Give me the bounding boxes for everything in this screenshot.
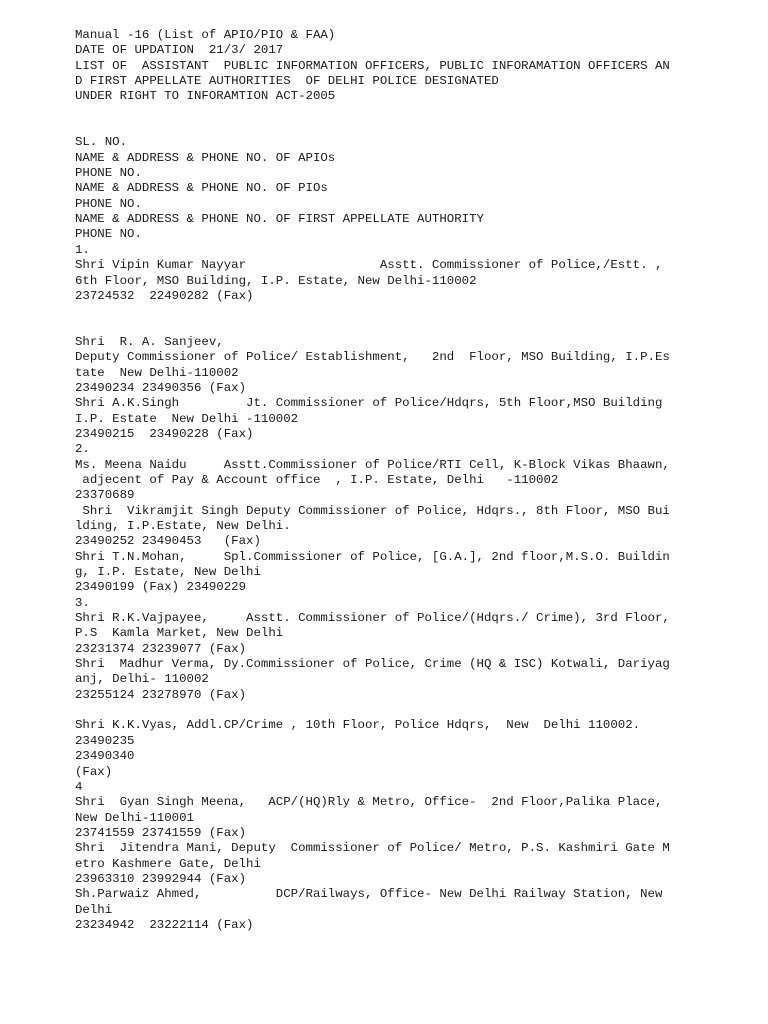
doc-line: 4: [75, 779, 83, 794]
doc-line: 23234942 23222114 (Fax): [75, 917, 254, 932]
doc-line: Shri R.K.Vajpayee, Asstt. Commissioner of Police/(Hdqrs./ Crime), 3rd Floor,: [75, 611, 670, 626]
doc-line: 23255124 23278970 (Fax): [75, 687, 247, 702]
doc-line: 23490215 23490228 (Fax): [75, 426, 254, 441]
doc-line: 23963310 23992944 (Fax): [75, 871, 247, 886]
doc-line: etro Kashmere Gate, Delhi: [75, 856, 261, 871]
doc-line: 23231374 23239077 (Fax): [75, 641, 247, 656]
doc-line: Shri A.K.Singh Jt. Commissioner of Police/Hdqrs, 5th Floor,MSO Building: [75, 396, 663, 411]
doc-line: Manual -16 (List of APIO/PIO & FAA): [75, 28, 336, 42]
doc-line: 23490235: [75, 733, 135, 748]
doc-line: Deputy Commissioner of Police/ Establishment, 2nd Floor, MSO Building, I.P.Es: [75, 350, 670, 365]
blank-line: [75, 120, 755, 135]
doc-line: Ms. Meena Naidu Asstt.Commissioner of Police/RTI Cell, K-Block Vikas Bhaawn,: [75, 457, 670, 472]
blank-line: [75, 304, 755, 319]
document-page: [75, 28, 755, 933]
doc-line: LIST OF ASSISTANT PUBLIC INFORMATION OFFICERS, PUBLIC INFORAMATION OFFICERS AN: [75, 58, 670, 73]
doc-line: 23490234 23490356 (Fax): [75, 380, 247, 395]
doc-line: 23741559 23741559 (Fax): [75, 825, 247, 840]
doc-line: Delhi: [75, 902, 113, 917]
doc-line: 1.: [75, 242, 90, 257]
doc-line: Shri Jitendra Mani, Deputy Commissioner of Police/ Metro, P.S. Kashmiri Gate M: [75, 841, 670, 856]
doc-line: Shri Vikramjit Singh Deputy Commissioner of Police, Hdqrs., 8th Floor, MSO Bui: [75, 503, 670, 518]
doc-line: Sh.Parwaiz Ahmed, DCP/Railways, Office- New Delhi Railway Station, New: [75, 887, 663, 902]
doc-line: 23490340: [75, 749, 135, 764]
doc-line: 23724532 22490282 (Fax): [75, 288, 254, 303]
doc-line: 23490199 (Fax) 23490229: [75, 580, 247, 595]
doc-line: PHONE NO.: [75, 166, 142, 181]
doc-line: New Delhi-110001: [75, 810, 194, 825]
doc-line: 23370689: [75, 488, 135, 503]
doc-line: Shri K.K.Vyas, Addl.CP/Crime , 10th Floor, Police Hdqrs, New Delhi 110002.: [75, 718, 641, 733]
doc-line: Shri Gyan Singh Meena, ACP/(HQ)Rly & Metro, Office- 2nd Floor,Palika Place,: [75, 795, 663, 810]
doc-line: SL. NO.: [75, 135, 128, 150]
doc-line: adjecent of Pay & Account office , I.P. Estate, Delhi -110002: [75, 472, 559, 487]
doc-line: NAME & ADDRESS & PHONE NO. OF FIRST APPELLATE AUTHORITY: [75, 212, 484, 227]
doc-line: Shri R. A. Sanjeev,: [75, 334, 224, 349]
blank-line: [75, 105, 755, 120]
doc-line: PHONE NO.: [75, 227, 142, 242]
doc-line: anj, Delhi- 110002: [75, 672, 209, 687]
doc-line: lding, I.P.Estate, New Delhi.: [75, 519, 291, 533]
doc-line: NAME & ADDRESS & PHONE NO. OF APIOs: [75, 150, 336, 165]
doc-line: 2.: [75, 442, 90, 457]
doc-line: 6th Floor, MSO Building, I.P. Estate, New Delhi-110002: [75, 273, 477, 288]
doc-line: tate New Delhi-110002: [75, 365, 239, 380]
doc-line: D FIRST APPELLATE AUTHORITIES OF DELHI POLICE DESIGNATED: [75, 74, 499, 89]
doc-line: 23490252 23490453 (Fax): [75, 534, 261, 549]
doc-line: Shri Vipin Kumar Nayyar Asstt. Commissioner of Police,/Estt. ,: [75, 258, 663, 273]
doc-line: 3.: [75, 595, 90, 610]
doc-line: (Fax): [75, 764, 113, 779]
blank-line: [75, 320, 755, 335]
doc-line: g, I.P. Estate, New Delhi: [75, 565, 261, 580]
doc-line: UNDER RIGHT TO INFORAMTION ACT-2005: [75, 89, 336, 104]
doc-line: NAME & ADDRESS & PHONE NO. OF PIOs: [75, 181, 328, 196]
doc-line: PHONE NO.: [75, 196, 142, 211]
blank-line: [75, 703, 755, 718]
doc-line: Shri Madhur Verma, Dy.Commissioner of Police, Crime (HQ & ISC) Kotwali, Dariyag: [75, 657, 670, 672]
doc-line: I.P. Estate New Delhi -110002: [75, 411, 299, 426]
doc-line: Shri T.N.Mohan, Spl.Commissioner of Police, [G.A.], 2nd floor,M.S.O. Buildin: [75, 549, 670, 564]
doc-line: DATE OF UPDATION 21/3/ 2017: [75, 43, 284, 58]
doc-line: P.S Kamla Market, New Delhi: [75, 626, 284, 641]
